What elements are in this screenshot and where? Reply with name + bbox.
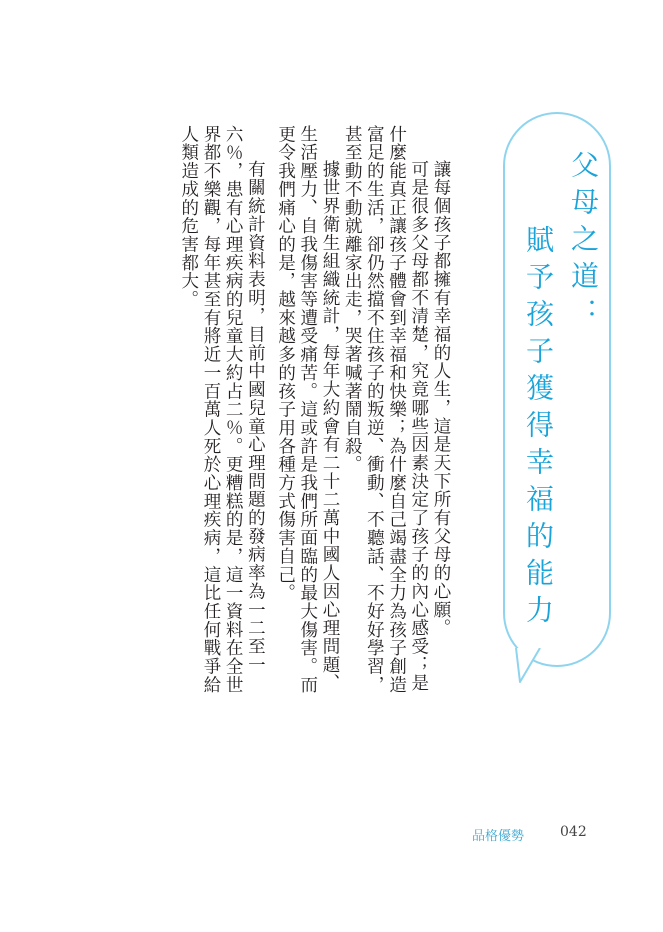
- chapter-title-line-1: 父母之道：: [567, 150, 600, 335]
- speech-bubble-tail: [512, 648, 544, 684]
- running-footer-section: 品格優勢: [472, 829, 525, 844]
- body-text: [100, 125, 452, 705]
- paragraph-3: 據世界衛生組織統計，每年大約會有二十二萬中國人因心理問題、生活壓力、自我傷害等遭受痛苦。這或許是我們所面臨的最大傷害。而更令我們痛心的是，越來越多的孩子用各種方式傷害自己。: [275, 125, 340, 694]
- chapter-title-line-2: 賦予孩子獲得幸福的能力: [522, 225, 555, 632]
- paragraph-4: 有關統計資料表明，目前中國兒童心理問題的發病率為一二至一六％，患有心理疾病的兒童大約占二％。更糟糕的是，這一資料在全世界都不樂觀，每年甚至有將近一百萬人死於心理疾病，這比任何戰爭給人類造成的危害都大。: [178, 125, 266, 694]
- page-number: 042: [560, 824, 587, 840]
- paragraph-2: 可是很多父母都不清楚，究竟哪些因素決定了孩子的內心感受；是什麼能真正讓孩子體會到幸福和快樂；為什麼自己竭盡全力為孩子創造富足的生活，卻仍然擋不住孩子的叛逆、衝動、不聽話、不好好學習，甚至動不動就離家出走，哭著喊著鬧自殺。: [342, 125, 429, 694]
- paragraph-1: 讓每個孩子都擁有幸福的人生，這是天下所有父母的心願。: [431, 160, 451, 638]
